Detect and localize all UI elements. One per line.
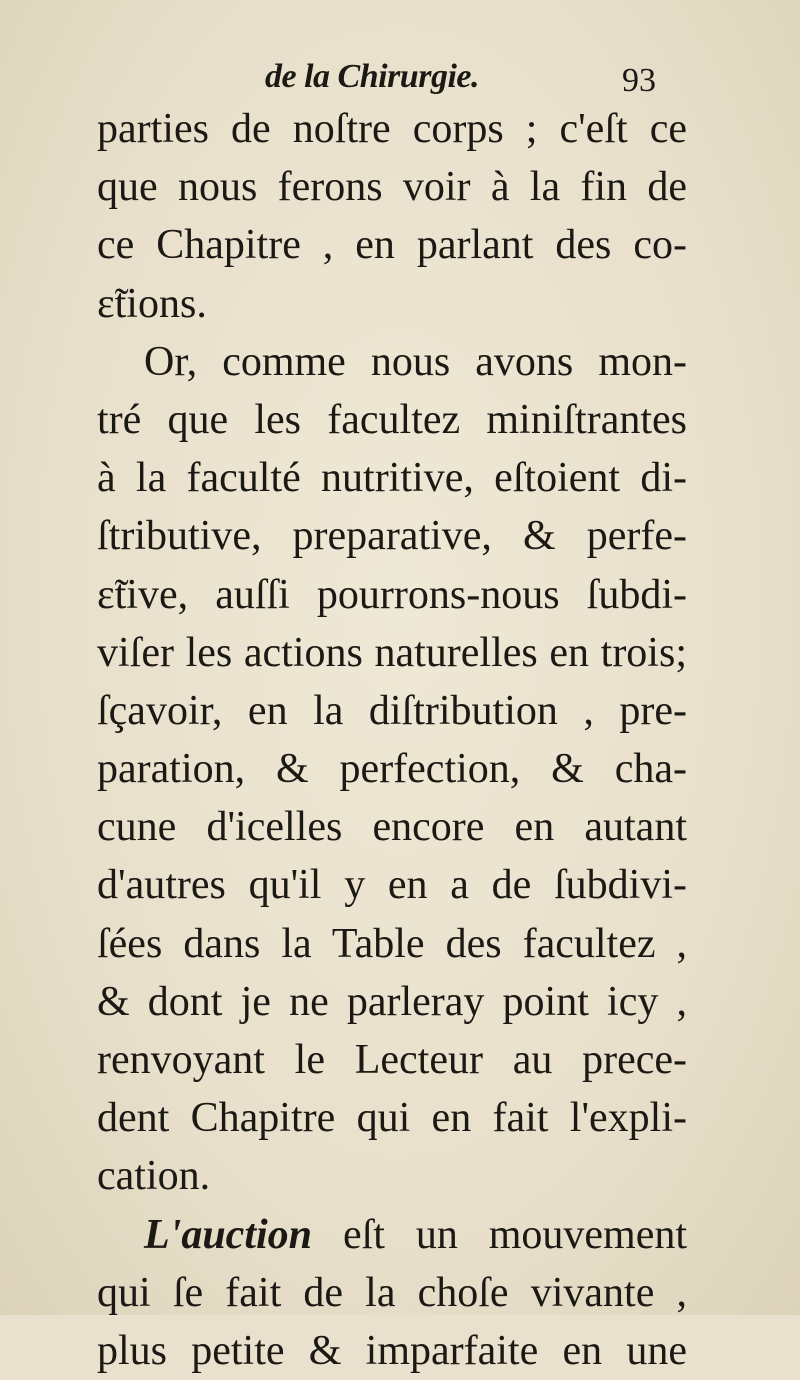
text-line: cation. [97, 1153, 211, 1200]
paragraph-start-line [97, 1206, 687, 1264]
text-line: à la faculté nutritive, eſtoient di- [97, 455, 687, 502]
paragraph-start-line: Or, comme nous avons mon- [144, 338, 687, 385]
text-line: ſçavoir, en la diſtribution , pre- [97, 687, 687, 734]
text-line: paration, & perfection, & cha- [97, 746, 687, 793]
text-line: ce Chapitre , en parlant des co- [97, 222, 687, 269]
text-line: ſtributive, preparative, & perfe- [97, 513, 687, 560]
text-line: ɛ̃tions. [97, 280, 207, 327]
text-line: d'autres qu'il y en a de ſubdivi- [97, 862, 687, 909]
text-line: & dont je ne parleray point icy , [97, 978, 687, 1025]
italic-term: L'auction [144, 1211, 313, 1258]
text-line-rest: eſt un mouvement [342, 1211, 687, 1258]
text-line: renvoyant le Lecteur au prece- [97, 1037, 687, 1083]
running-head: de la Chirurgie. [265, 58, 479, 95]
text-line: dent Chapitre qui en fait l'expli- [97, 1095, 687, 1142]
text-line: ɛ̃tive, auſſi pourrons-nous ſubdi- [97, 571, 687, 618]
text-line: plus petite & imparfaite en une [97, 1327, 687, 1374]
text-line: viſer les actions naturelles en trois; [97, 629, 687, 676]
body-text [97, 100, 687, 1380]
text-line: que nous ferons voir à la fin de [97, 164, 687, 211]
page-number: 93 [622, 62, 656, 99]
text-line: parties de noſtre corps ; c'eſt ce [97, 106, 687, 152]
text-line: qui ſe fait de la choſe vivante , [97, 1269, 687, 1316]
text-line: tré que les facultez miniſtrantes [97, 396, 687, 443]
text-line: ſées dans la Table des facultez , [97, 920, 687, 967]
text-line: cune d'icelles encore en autant [97, 804, 687, 851]
